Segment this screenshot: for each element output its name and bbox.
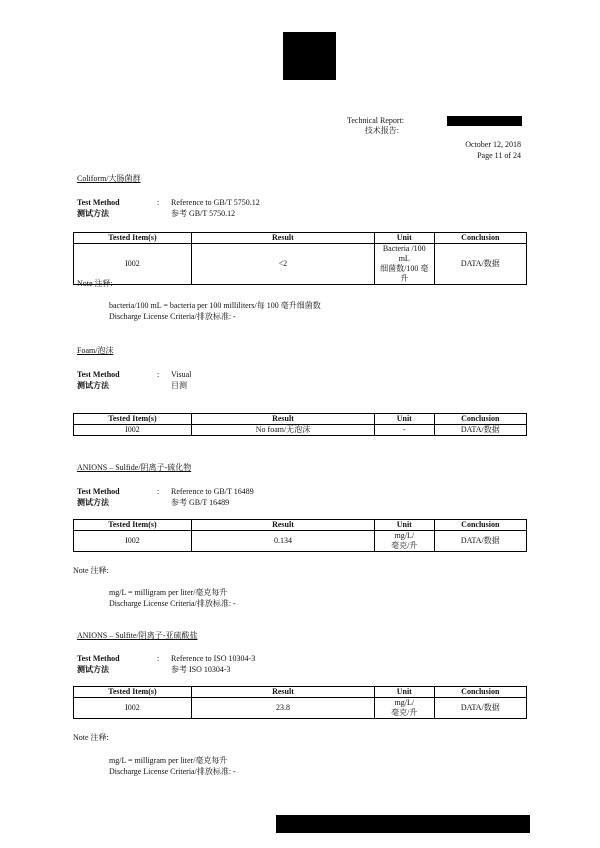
test-method-value-cn: 参考 GB/T 5750.12 — [171, 209, 236, 218]
report-date: October 12, 2018 — [465, 140, 521, 149]
cell-conclusion: DATA/数据 — [434, 531, 526, 552]
unit-line: mg/L/ — [394, 531, 415, 540]
results-table-coliform — [73, 232, 527, 285]
test-method-label-cn: 测试方法 — [77, 381, 109, 390]
unit-line: Bacteria /100 mL — [382, 244, 426, 263]
cell-conclusion: DATA/数据 — [434, 425, 526, 436]
header-result: Result — [191, 687, 374, 698]
header-conclusion: Conclusion — [434, 520, 526, 531]
table-row — [74, 425, 527, 436]
note-line: Discharge License Criteria/排放标准: - — [109, 599, 236, 608]
test-method-value-cn: 目测 — [171, 381, 187, 390]
cell-conclusion: DATA/数据 — [434, 244, 526, 285]
header-conclusion: Conclusion — [434, 233, 526, 244]
test-method-value: Reference to ISO 10304-3 — [171, 654, 256, 663]
test-method-value: Reference to GB/T 5750.12 — [171, 198, 260, 207]
cell-item: I002 — [74, 698, 192, 719]
test-method-label-cn: 测试方法 — [77, 209, 109, 218]
test-method-label: Test Method — [77, 654, 120, 663]
report-label: Technical Report: — [347, 116, 404, 125]
note-line: mg/L = milligram per liter/毫克每升 — [109, 588, 228, 597]
header-result: Result — [191, 414, 374, 425]
cell-result: <2 — [191, 244, 374, 285]
results-table-sulfide — [73, 519, 527, 552]
cell-conclusion: DATA/数据 — [434, 698, 526, 719]
test-method-label-cn: 测试方法 — [77, 665, 109, 674]
header-unit: Unit — [374, 233, 434, 244]
note-label: Note 注释: — [77, 279, 113, 288]
section-title-coliform: Coliform/大肠菌群 — [77, 174, 141, 183]
note-label: Note 注释: — [73, 566, 109, 575]
unit-line-cn: 毫克/升 — [391, 541, 418, 550]
cell-result: No foam/无泡沫 — [191, 425, 374, 436]
redacted-logo — [283, 32, 336, 80]
unit-line-cn: 毫克/升 — [391, 708, 418, 717]
cell-item: I002 — [74, 244, 192, 285]
redacted-footer — [276, 815, 530, 833]
cell-unit: - — [375, 425, 435, 436]
header-conclusion: Conclusion — [434, 414, 526, 425]
test-method-value: Reference to GB/T 16489 — [171, 487, 254, 496]
table-row — [74, 531, 527, 552]
header-conclusion: Conclusion — [434, 687, 526, 698]
table-row — [74, 244, 527, 285]
test-method-label: Test Method — [77, 198, 120, 207]
header-tested-items: Tested Item(s) — [74, 687, 192, 698]
header-tested-items: Tested Item(s) — [74, 414, 192, 425]
page-number: Page 11 of 24 — [477, 151, 521, 160]
results-table-foam — [73, 413, 527, 436]
colon: : — [157, 198, 160, 207]
cell-result: 23.8 — [191, 698, 374, 719]
section-title-foam: Foam/泡沫 — [77, 346, 114, 355]
cell-item: I002 — [74, 531, 192, 552]
table-header-row — [74, 233, 527, 244]
note-line: mg/L = milligram per liter/毫克每升 — [109, 756, 228, 765]
test-method-value: Visual — [171, 370, 192, 379]
section-title-sulfide: ANIONS – Sulfide/阴离子-硫化物 — [77, 463, 192, 472]
test-method-value-cn: 参考 GB/T 16489 — [171, 498, 230, 507]
table-header-row — [74, 520, 527, 531]
cell-item: I002 — [74, 425, 192, 436]
header-unit: Unit — [375, 520, 435, 531]
table-row — [74, 698, 527, 719]
note-line: Discharge License Criteria/排放标准: - — [109, 767, 236, 776]
note-line: Discharge License Criteria/排放标准: - — [109, 312, 236, 321]
colon: : — [157, 370, 160, 379]
note-line: bacteria/100 mL = bacteria per 100 milliliters/每 100 毫升细菌数 — [109, 301, 321, 310]
section-title-sulfite: ANIONS – Sulfite/阴离子-亚硫酸盐 — [77, 631, 198, 640]
redacted-report-number — [447, 116, 522, 126]
report-label-cn: 技术报告: — [364, 126, 399, 135]
cell-unit — [375, 531, 435, 552]
header-unit: Unit — [375, 687, 435, 698]
test-method-label: Test Method — [77, 370, 120, 379]
colon: : — [157, 654, 160, 663]
test-method-label: Test Method — [77, 487, 120, 496]
header-unit: Unit — [375, 414, 435, 425]
unit-line: mg/L/ — [394, 698, 415, 707]
header-tested-items: Tested Item(s) — [74, 233, 192, 244]
unit-line-cn: 细菌数/100 毫升 — [380, 264, 429, 283]
table-header-row — [74, 414, 527, 425]
header-result: Result — [191, 233, 374, 244]
cell-unit — [374, 244, 434, 285]
header-tested-items: Tested Item(s) — [74, 520, 192, 531]
table-header-row — [74, 687, 527, 698]
test-method-value-cn: 参考 ISO 10304-3 — [171, 665, 231, 674]
header-result: Result — [191, 520, 374, 531]
results-table-sulfite — [73, 686, 527, 719]
cell-result: 0.134 — [191, 531, 374, 552]
test-method-label-cn: 测试方法 — [77, 498, 109, 507]
colon: : — [157, 487, 160, 496]
cell-unit — [375, 698, 435, 719]
note-label: Note 注释: — [73, 733, 109, 742]
